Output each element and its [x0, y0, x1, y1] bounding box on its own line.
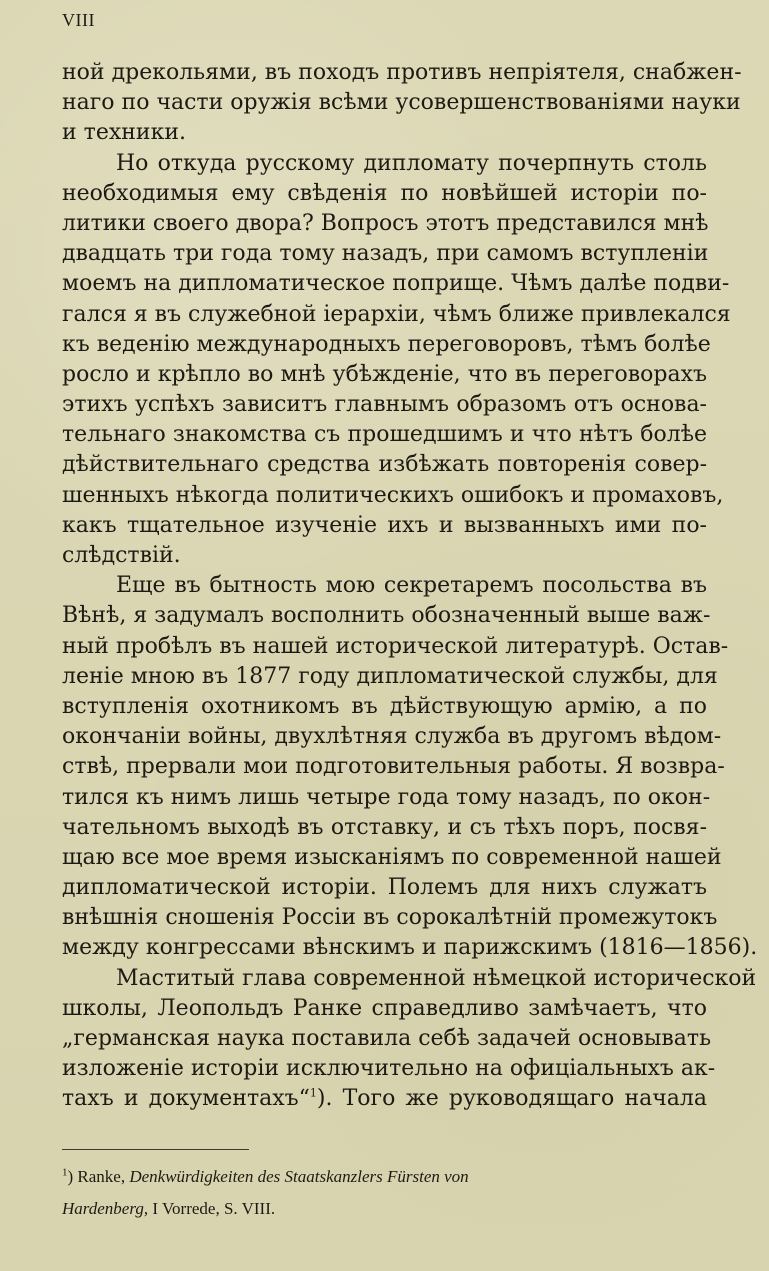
text-line: и техники. [62, 120, 186, 146]
text-line: къ веденію международныхъ переговоровъ, тѣмъ болѣе [62, 331, 711, 357]
text-line: росло и крѣпло во мнѣ убѣжденіе, что въ переговорахъ [62, 361, 707, 387]
text-line: необходимыя ему свѣденія по новѣйшей исторіи по- [62, 180, 707, 206]
text-line: моемъ на дипломатическое поприще. Чѣмъ далѣе подви- [62, 271, 730, 297]
footnote-title: Hardenberg, [62, 1199, 149, 1218]
text-line: Вѣнѣ, я задумалъ восполнить обозначенный выше важ- [62, 603, 711, 629]
text-line: двадцать три года тому назадъ, при самомъ вступленіи [62, 241, 709, 267]
text-line: тельнаго знакомства съ прошедшимъ и что нѣтъ болѣе [62, 422, 707, 448]
footnote-prefix: ) Ranke, [67, 1167, 130, 1186]
body-text [62, 58, 758, 1115]
text-line: Маститый глава современной нѣмецкой исторической [116, 965, 757, 991]
text-line: леніе мною въ 1877 году дипломатической службы, для [62, 663, 718, 689]
text-line: изложеніе исторіи исключительно на офиціальныхъ ак- [62, 1056, 716, 1082]
footnote-reference: 1 [309, 1087, 317, 1101]
text-line: между конгрессами вѣнскимъ и парижскимъ (1816—1856). [62, 935, 758, 961]
text-line: чательномъ выходѣ въ отставку, и съ тѣхъ поръ, посвя- [62, 814, 707, 840]
footnote-marker: 1 [62, 1166, 68, 1179]
footnote-line [62, 1161, 707, 1193]
text-line: этихъ успѣхъ зависитъ главнымъ образомъ отъ основа- [62, 392, 707, 418]
text-line: дипломатической исторіи. Полемъ для нихъ служатъ [62, 875, 707, 901]
text-line: школы, Леопольдъ Ранке справедливо замѣчаетъ, что [62, 995, 707, 1021]
text-line: ствѣ, прервали мои подготовительныя работы. Я возвра- [62, 754, 725, 780]
text-line: Но откуда русскому дипломату почерпнуть столь [116, 150, 707, 176]
text-line: какъ тщательное изученіе ихъ и вызванныхъ ими по- [62, 512, 707, 538]
text-line: „германская наука поставила себѣ задачей основывать [62, 1026, 712, 1051]
footnote-title: Denkwürdigkeiten des Staatskanzlers Fürsten von [129, 1167, 469, 1186]
text-line: наго по части оружія всѣми усовершенствованіями науки [62, 90, 741, 116]
text-line: щаю все мое время изысканіямъ по современной нашей [62, 844, 722, 870]
text-line: внѣшнія сношенія Россіи въ сорокалѣтній промежутокъ [62, 905, 718, 931]
text-fragment: тахъ и документахъ“ [62, 1086, 310, 1112]
footnote-divider [62, 1149, 249, 1150]
text-line: шенныхъ нѣкогда политическихъ ошибокъ и промаховъ, [62, 482, 724, 508]
footnote-suffix: I Vorrede, S. VIII. [148, 1199, 276, 1218]
footnote-line [62, 1193, 707, 1225]
text-line: литики своего двора? Вопросъ этотъ представился мнѣ [62, 210, 709, 236]
text-line: тился къ нимъ лишь четыре года тому назадъ, по окон- [62, 784, 711, 810]
text-line: окончаніи войны, двухлѣтняя служба въ другомъ вѣдом- [62, 724, 722, 750]
footnote [62, 1161, 707, 1225]
text-line-with-footnote-ref [62, 1084, 707, 1114]
text-line: Еще въ бытность мою секретаремъ посольства въ [116, 573, 707, 599]
text-fragment: ). Того же руководящаго начала [316, 1086, 707, 1112]
text-line: ный пробѣлъ въ нашей исторической литературѣ. Остав- [62, 633, 729, 659]
text-line: вступленія охотникомъ въ дѣйствующую армію, а по [62, 693, 707, 719]
page-number: VIII [62, 10, 95, 30]
text-line: ной дрекольями, въ походъ противъ непріятеля, снабжен- [62, 60, 742, 85]
text-line: слѣдствій. [62, 543, 181, 568]
text-line: гался я въ служебной іерархіи, чѣмъ ближе привлекался [62, 301, 731, 327]
text-line: дѣйствительнаго средства избѣжать повторенія совер- [62, 452, 707, 478]
